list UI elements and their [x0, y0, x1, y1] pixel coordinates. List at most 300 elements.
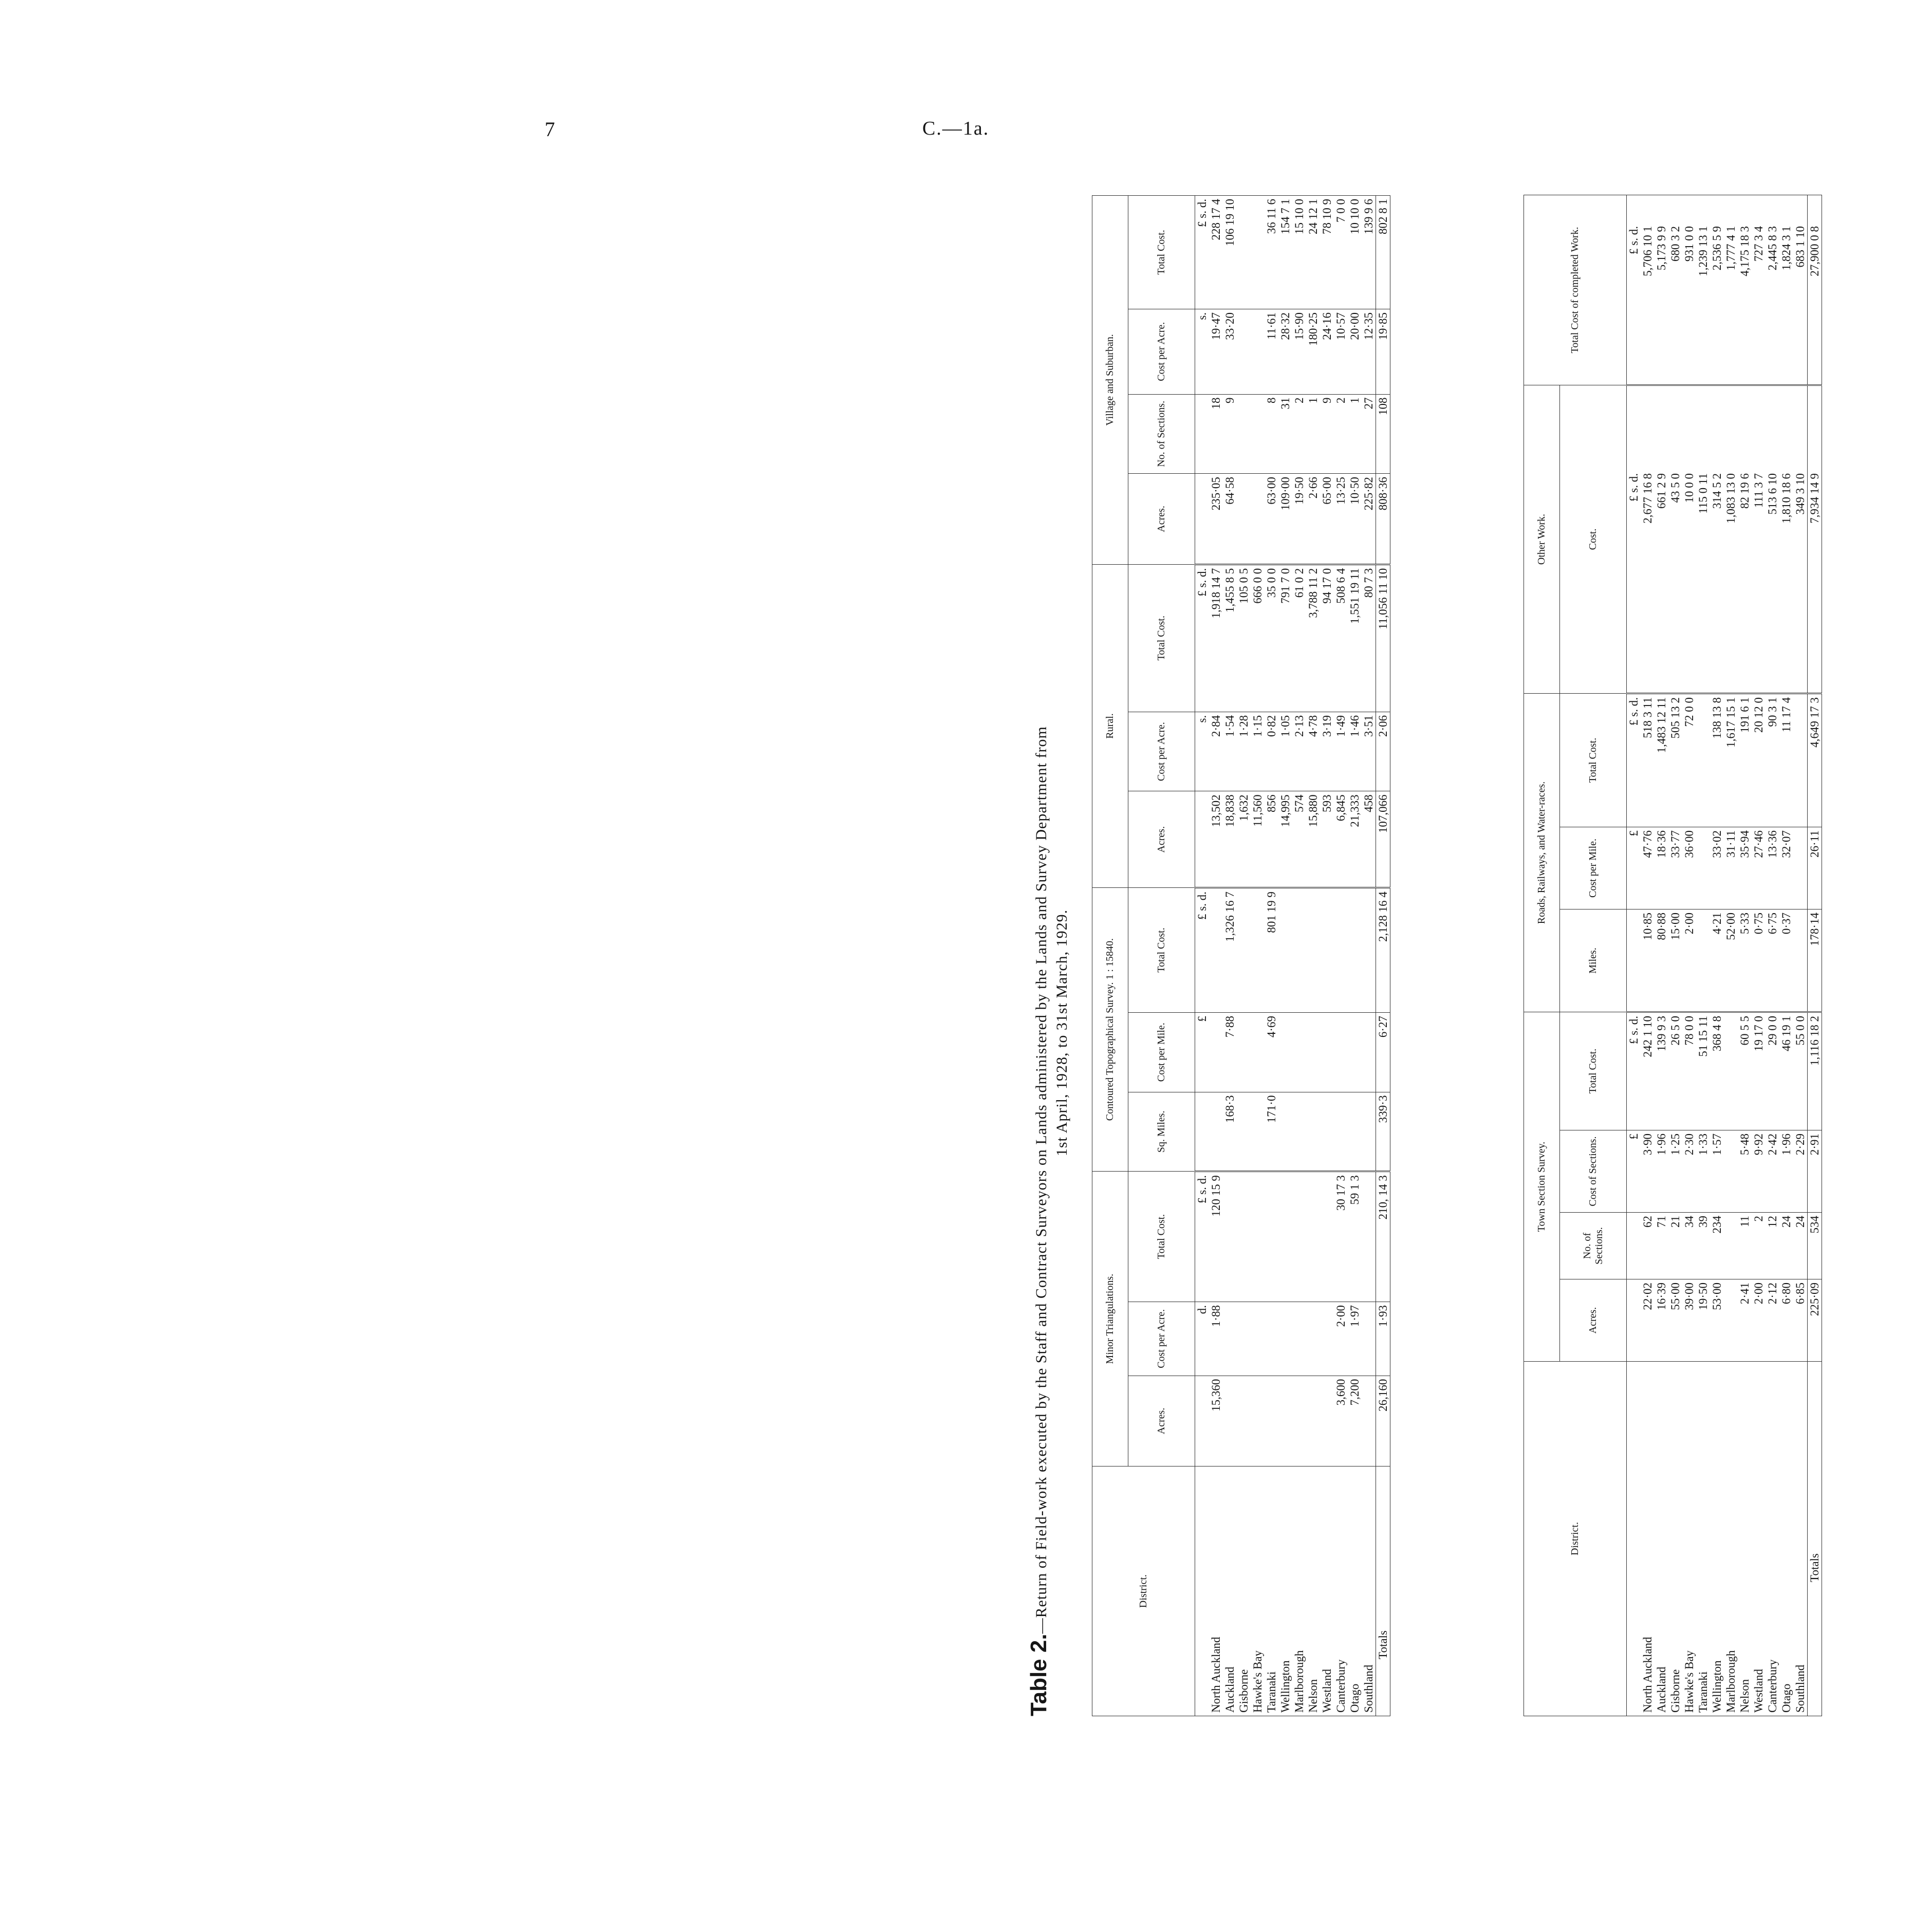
units-row: [1627, 195, 1641, 1716]
cell: [1362, 1012, 1376, 1092]
cell: 661 2 9: [1655, 385, 1668, 694]
col-cost-per-acre: Cost per Acre.: [1128, 309, 1195, 394]
cell: 6·75: [1766, 909, 1779, 1012]
cell: [1265, 1376, 1278, 1467]
unit-label: s.: [1195, 309, 1210, 394]
district-name: Canterbury: [1766, 1659, 1779, 1713]
cell: [1237, 1172, 1251, 1302]
cell: 71: [1655, 1213, 1668, 1279]
cell: [1362, 1376, 1376, 1467]
cell: 62: [1641, 1213, 1655, 1279]
cell: 801 19 9: [1265, 888, 1278, 1013]
table-row: [1655, 195, 1668, 1716]
cell: [1320, 1092, 1334, 1172]
cell: 59 1 3: [1348, 1172, 1362, 1302]
district-name: Westland: [1752, 1668, 1765, 1713]
rotated-table-page: [1028, 144, 1932, 1747]
cell: 1,455 8 5: [1223, 564, 1237, 712]
cell: [1251, 1092, 1265, 1172]
cell: [1265, 1302, 1278, 1376]
col-cost-of-sections: Cost of Sections.: [1560, 1130, 1627, 1213]
cell: [1223, 1376, 1237, 1467]
cell: 13·25: [1334, 474, 1348, 565]
cell: [1251, 1302, 1265, 1376]
cell: [1223, 1302, 1237, 1376]
cell: 1,239 13 1: [1696, 195, 1710, 385]
cell: 18: [1209, 394, 1223, 474]
cell: 30 17 3: [1334, 1172, 1348, 1302]
cell: 349 3 10: [1793, 385, 1808, 694]
cell: 14,995: [1278, 791, 1292, 888]
unit-label: d.: [1195, 1302, 1210, 1376]
cell: 115 0 11: [1696, 385, 1710, 694]
cell: 234: [1710, 1213, 1724, 1279]
cell: 46 19 1: [1779, 1012, 1793, 1130]
cell: 111 3 7: [1752, 385, 1766, 694]
cell: 107,066: [1376, 791, 1390, 888]
table-row: [1362, 196, 1376, 1716]
col-cost-per-mile: Cost per Mile.: [1128, 1012, 1195, 1092]
cell: 35 0 0: [1265, 564, 1278, 712]
district-name: Auckland: [1655, 1666, 1668, 1713]
cell: [1237, 888, 1251, 1013]
table-row: [1779, 195, 1793, 1716]
district-name: Otago: [1780, 1683, 1793, 1713]
unit-label: £: [1195, 1012, 1210, 1092]
cell: [1724, 1012, 1738, 1130]
cell: 10 0 0: [1682, 385, 1696, 694]
cell: 72 0 0: [1682, 694, 1696, 827]
table-row: [1710, 195, 1724, 1716]
cell: 1·96: [1779, 1130, 1793, 1213]
district-header: District.: [1092, 1467, 1195, 1716]
cell: 802 8 1: [1376, 196, 1390, 309]
table-row: [1306, 196, 1320, 1716]
table-row: [1724, 195, 1738, 1716]
unit-label: £ s. d.: [1195, 564, 1210, 712]
cell: [1292, 1302, 1306, 1376]
cell: [1251, 394, 1265, 474]
cell: [1251, 196, 1265, 309]
cell: [1237, 1012, 1251, 1092]
cell: 1·88: [1209, 1302, 1223, 1376]
cell: 19·47: [1209, 309, 1223, 394]
cell: [1724, 1213, 1738, 1279]
cell: 1·57: [1710, 1130, 1724, 1213]
cell: [1209, 1012, 1223, 1092]
col-total-cost: Total Cost.: [1560, 1012, 1627, 1130]
cell: 5·48: [1738, 1130, 1752, 1213]
district-header: District.: [1524, 1362, 1627, 1716]
cell: 574: [1292, 791, 1306, 888]
village-suburban-header: Village and Suburban.: [1092, 196, 1128, 565]
cell: 36 11 6: [1265, 196, 1278, 309]
cell: 47·76: [1641, 827, 1655, 909]
cell: 2·84: [1209, 712, 1223, 791]
cell: 19·50: [1292, 474, 1306, 565]
cell: 22·02: [1641, 1279, 1655, 1362]
unit-label: £ s. d.: [1195, 1172, 1210, 1302]
cell: 24: [1793, 1213, 1808, 1279]
cell: [1251, 1012, 1265, 1092]
cell: [1292, 888, 1306, 1013]
cell: 4,175 18 3: [1738, 195, 1752, 385]
cell: 18,838: [1223, 791, 1237, 888]
cell: 51 15 11: [1696, 1012, 1710, 1130]
table-row: [1668, 195, 1682, 1716]
cell: [1362, 1172, 1376, 1302]
cell: [1251, 474, 1265, 565]
cell: 593: [1320, 791, 1334, 888]
cell: 78 10 9: [1320, 196, 1334, 309]
district-name: Canterbury: [1334, 1659, 1347, 1713]
district-name: North Auckland: [1210, 1637, 1222, 1713]
cell: 15,360: [1209, 1376, 1223, 1467]
cell: [1696, 827, 1710, 909]
col-acres: Acres.: [1128, 1376, 1195, 1467]
cell: 8: [1265, 394, 1278, 474]
cell: 78 0 0: [1682, 1012, 1696, 1130]
cell: 225·82: [1362, 474, 1376, 565]
cell: 2·06: [1376, 712, 1390, 791]
cell: 11,056 11 10: [1376, 564, 1390, 712]
cell: 4·78: [1306, 712, 1320, 791]
cell: 34: [1682, 1213, 1696, 1279]
cell: 1·49: [1334, 712, 1348, 791]
cell: 235·05: [1209, 474, 1223, 565]
unit-label: £ s. d.: [1627, 694, 1641, 827]
cell: 0·37: [1779, 909, 1793, 1012]
cell: 1,810 18 6: [1779, 385, 1793, 694]
cell: 7 0 0: [1334, 196, 1348, 309]
cell: 12: [1766, 1213, 1779, 1279]
cell: 518 3 11: [1641, 694, 1655, 827]
table-title-dates: 1st April, 1928, to 31st March, 1929.: [1053, 909, 1070, 1157]
cell: 24 12 1: [1306, 196, 1320, 309]
cell: [1348, 1012, 1362, 1092]
town-section-header: Town Section Survey.: [1524, 1012, 1560, 1362]
cell: [1278, 1376, 1292, 1467]
cell: [1278, 1012, 1292, 1092]
district-name: Nelson: [1307, 1679, 1320, 1713]
cell: [1320, 1012, 1334, 1092]
cell: 180·25: [1306, 309, 1320, 394]
cell: 20·00: [1348, 309, 1362, 394]
cell: 2,677 16 8: [1641, 385, 1655, 694]
cell: 2·66: [1306, 474, 1320, 565]
col-cost-per-acre: Cost per Acre.: [1128, 1302, 1195, 1376]
cell: 4·21: [1710, 909, 1724, 1012]
col-total-cost: Total Cost.: [1128, 564, 1195, 712]
cell: 314 5 2: [1710, 385, 1724, 694]
cell: 2·12: [1766, 1279, 1779, 1362]
cell: [1362, 888, 1376, 1013]
cell: [1251, 1172, 1265, 1302]
cell: [1334, 1012, 1348, 1092]
cell: 3·51: [1362, 712, 1376, 791]
district-name: North Auckland: [1641, 1637, 1654, 1713]
district-name: Auckland: [1223, 1666, 1236, 1713]
cell: 28·32: [1278, 309, 1292, 394]
cell: [1237, 309, 1251, 394]
cell: 11: [1738, 1213, 1752, 1279]
cell: 1·97: [1348, 1302, 1362, 1376]
cell: 2,128 16 4: [1376, 888, 1390, 1013]
cell: 513 6 10: [1766, 385, 1779, 694]
cell: 80 7 3: [1362, 564, 1376, 712]
cell: [1793, 909, 1808, 1012]
col-no-sections: No. of Sections.: [1128, 394, 1195, 474]
district-name: Nelson: [1738, 1679, 1751, 1713]
cell: 13·36: [1766, 827, 1779, 909]
cell: 2·30: [1682, 1130, 1696, 1213]
cell: 10·85: [1641, 909, 1655, 1012]
cell: 9: [1223, 394, 1237, 474]
cell: [1278, 888, 1292, 1013]
cell: 29 0 0: [1766, 1012, 1779, 1130]
totals-row: [1376, 196, 1390, 1716]
cell: 2·00: [1334, 1302, 1348, 1376]
page-number: 7: [545, 118, 555, 141]
cell: 1: [1348, 394, 1362, 474]
cell: [1724, 1279, 1738, 1362]
cell: 94 17 0: [1320, 564, 1334, 712]
cell: [1237, 196, 1251, 309]
cell: 168·3: [1223, 1092, 1237, 1172]
cell: 1,777 4 1: [1724, 195, 1738, 385]
cell: 4,649 17 3: [1808, 694, 1822, 827]
cell: 10·50: [1348, 474, 1362, 565]
cell: 2: [1752, 1213, 1766, 1279]
cell: [1237, 474, 1251, 565]
cell: 2·91: [1808, 1130, 1822, 1213]
cell: [1265, 1172, 1278, 1302]
cell: [1278, 1302, 1292, 1376]
cell: 6·27: [1376, 1012, 1390, 1092]
cell: 1·46: [1348, 712, 1362, 791]
cell: [1251, 309, 1265, 394]
cell: [1793, 694, 1808, 827]
cell: 53·00: [1710, 1279, 1724, 1362]
cell: 26,160: [1376, 1376, 1390, 1467]
cell: 534: [1808, 1213, 1822, 1279]
cell: 6·85: [1793, 1279, 1808, 1362]
cell: 31: [1278, 394, 1292, 474]
table-row: [1223, 196, 1237, 1716]
cell: 26 5 0: [1668, 1012, 1682, 1130]
unit-label: £ s. d.: [1627, 385, 1641, 694]
units-row: [1195, 196, 1210, 1716]
cell: [1237, 1376, 1251, 1467]
cell: 109·00: [1278, 474, 1292, 565]
cell: 0·82: [1265, 712, 1278, 791]
district-name: Wellington: [1711, 1660, 1723, 1713]
cell: 55 0 0: [1793, 1012, 1808, 1130]
district-name: Hawke's Bay: [1683, 1650, 1696, 1713]
cell: 1·54: [1223, 712, 1237, 791]
col-sq-miles: Sq. Miles.: [1128, 1092, 1195, 1172]
field-work-table-bottom: [1524, 195, 1822, 1716]
table-row: [1682, 195, 1696, 1716]
col-no-sections: No. of Sections.: [1560, 1213, 1627, 1279]
cell: 55·00: [1668, 1279, 1682, 1362]
cell: 11·61: [1265, 309, 1278, 394]
rural-header: Rural.: [1092, 564, 1128, 887]
cell: [1306, 888, 1320, 1013]
cell: 1,483 12 11: [1655, 694, 1668, 827]
district-name: Taranaki: [1697, 1671, 1710, 1713]
cell: 1·28: [1237, 712, 1251, 791]
cell: 1·05: [1278, 712, 1292, 791]
district-name: Gisborne: [1237, 1669, 1250, 1713]
cell: 24: [1779, 1213, 1793, 1279]
district-name: Southland: [1362, 1664, 1375, 1713]
cell: 0·75: [1752, 909, 1766, 1012]
cell: 3·19: [1320, 712, 1334, 791]
table-row: [1320, 196, 1334, 1716]
unit-label: £: [1627, 827, 1641, 909]
table-row: [1696, 195, 1710, 1716]
table-title-text: —Return of Field-work executed by the Staff and Contract Surveyors on Lands administered by the Lands and Survey Department from: [1033, 726, 1050, 1634]
table-row: [1292, 196, 1306, 1716]
cell: 21,333: [1348, 791, 1362, 888]
cell: 1,116 18 2: [1808, 1012, 1822, 1130]
cell: 856: [1265, 791, 1278, 888]
cell: 19·85: [1376, 309, 1390, 394]
cell: [1320, 1302, 1334, 1376]
cell: 10·57: [1334, 309, 1348, 394]
table-row: [1766, 195, 1779, 1716]
totals-label: Totals: [1808, 1362, 1822, 1716]
district-name: Southland: [1794, 1664, 1807, 1713]
cell: 33·77: [1668, 827, 1682, 909]
cell: [1348, 888, 1362, 1013]
cell: 2·41: [1738, 1279, 1752, 1362]
cell: 80·88: [1655, 909, 1668, 1012]
cell: 64·58: [1223, 474, 1237, 565]
col-total-cost: Total Cost.: [1560, 694, 1627, 827]
topographical-survey-header: Contoured Topographical Survey. 1 : 15840.: [1092, 888, 1128, 1172]
district-name: Westland: [1321, 1668, 1333, 1713]
col-miles: Miles.: [1560, 909, 1627, 1012]
district-name: Hawke's Bay: [1251, 1650, 1264, 1713]
cell: [1306, 1376, 1320, 1467]
cell: 7,934 14 9: [1808, 385, 1822, 694]
cell: 1·25: [1668, 1130, 1682, 1213]
cell: 339·3: [1376, 1092, 1390, 1172]
cell: 31·11: [1724, 827, 1738, 909]
cell: 7,200: [1348, 1376, 1362, 1467]
col-acres: Acres.: [1560, 1279, 1627, 1362]
cell: 33·02: [1710, 827, 1724, 909]
cell: 505 13 2: [1668, 694, 1682, 827]
cell: 12·35: [1362, 309, 1376, 394]
cell: 63·00: [1265, 474, 1278, 565]
cell: 1·33: [1696, 1130, 1710, 1213]
cell: 191 6 1: [1738, 694, 1752, 827]
cell: 2,536 5 9: [1710, 195, 1724, 385]
cell: 106 19 10: [1223, 196, 1237, 309]
cell: [1334, 1092, 1348, 1172]
cell: 24·16: [1320, 309, 1334, 394]
cell: [1292, 1376, 1306, 1467]
district-name: Marlborough: [1724, 1650, 1737, 1713]
other-work-header: Other Work.: [1524, 385, 1560, 694]
cell: 1,632: [1237, 791, 1251, 888]
total-cost-completed-header: Total Cost of completed Work.: [1524, 195, 1627, 385]
cell: 3,788 11 2: [1306, 564, 1320, 712]
cell: 666 0 0: [1251, 564, 1265, 712]
cell: 32·07: [1779, 827, 1793, 909]
cell: 5·33: [1738, 909, 1752, 1012]
totals-row: [1808, 195, 1822, 1716]
table-row: [1793, 195, 1808, 1716]
table-row: [1251, 196, 1265, 1716]
totals-label: Totals: [1376, 1467, 1390, 1716]
cell: 21: [1668, 1213, 1682, 1279]
cell: 60 5 5: [1738, 1012, 1752, 1130]
unit-label: £: [1627, 1130, 1641, 1213]
cell: 2·13: [1292, 712, 1306, 791]
cell: 1,551 19 11: [1348, 564, 1362, 712]
cell: [1292, 1012, 1306, 1092]
cell: [1306, 1302, 1320, 1376]
cell: 20 12 0: [1752, 694, 1766, 827]
col-cost-per-mile: Cost per Mile.: [1560, 827, 1627, 909]
cell: 154 7 1: [1278, 196, 1292, 309]
col-total-cost: Total Cost.: [1128, 196, 1195, 309]
unit-label: s.: [1195, 712, 1210, 791]
table-row: [1278, 196, 1292, 1716]
cell: 120 15 9: [1209, 1172, 1223, 1302]
cell: 242 1 10: [1641, 1012, 1655, 1130]
district-name: Otago: [1348, 1683, 1361, 1713]
cell: [1251, 888, 1265, 1013]
cell: [1209, 1092, 1223, 1172]
cell: 931 0 0: [1682, 195, 1696, 385]
cell: 139 9 3: [1655, 1012, 1668, 1130]
cell: [1306, 1012, 1320, 1092]
cell: 2: [1334, 394, 1348, 474]
cell: [1362, 1092, 1376, 1172]
cell: [1348, 1092, 1362, 1172]
unit-label: £ s. d.: [1627, 195, 1641, 385]
cell: 3,600: [1334, 1376, 1348, 1467]
cell: 19·50: [1696, 1279, 1710, 1362]
cell: 27: [1362, 394, 1376, 474]
field-work-table-top: [1092, 195, 1390, 1716]
cell: 178·14: [1808, 909, 1822, 1012]
cell: 683 1 10: [1793, 195, 1808, 385]
cell: [1237, 394, 1251, 474]
cell: 1·15: [1251, 712, 1265, 791]
page-reference: C.—1a.: [922, 118, 990, 139]
cell: 458: [1362, 791, 1376, 888]
cell: 26·11: [1808, 827, 1822, 909]
cell: 1·93: [1376, 1302, 1390, 1376]
table-title: [1028, 144, 1070, 1716]
table-row: [1752, 195, 1766, 1716]
cell: [1223, 1172, 1237, 1302]
cell: [1237, 1302, 1251, 1376]
cell: 2·00: [1682, 909, 1696, 1012]
table-row: [1209, 196, 1223, 1716]
cell: 1,326 16 7: [1223, 888, 1237, 1013]
col-cost-per-acre: Cost per Acre.: [1128, 712, 1195, 791]
cell: [1278, 1172, 1292, 1302]
cell: 808·36: [1376, 474, 1390, 565]
cell: [1696, 909, 1710, 1012]
